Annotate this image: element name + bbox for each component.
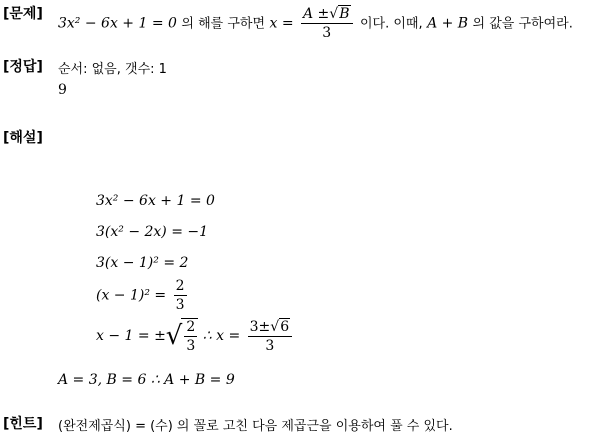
problem-text-2: 이다. 이때,	[359, 16, 423, 32]
solution-step-2: 3(x² − 2x) = −1	[96, 224, 209, 240]
problem-text-1: 의 해를 구하면	[181, 16, 266, 32]
solution-fraction-num: 2	[175, 278, 185, 294]
solution-fraction-den: 3	[175, 297, 185, 313]
solution-step-3: 3(x − 1)² = 2	[96, 255, 189, 271]
hint-label: [힌트]	[3, 416, 43, 432]
problem-x-equals: x =	[269, 15, 294, 32]
solution-conclusion: A = 3, B = 6 ∴ A + B = 9	[58, 372, 235, 388]
problem-text-3: 의 값을 구하여라.	[472, 16, 573, 32]
solution-step-4	[96, 278, 190, 313]
problem-statement	[58, 6, 573, 41]
solution-x-rad: 6	[280, 318, 290, 335]
solution-step-4-fraction	[174, 278, 187, 313]
solution-step-5	[96, 318, 295, 354]
problem-equation: 3x² − 6x + 1 = 0	[58, 15, 177, 32]
problem-denominator: 3	[322, 25, 332, 41]
answer-label: [정답]	[3, 59, 43, 75]
solution-x-den: 3	[265, 337, 275, 354]
answer-line: 순서: 없음, 갯수: 1	[58, 62, 167, 77]
problem-radicand: B	[339, 6, 350, 22]
solution-label: [해설]	[3, 130, 43, 146]
solution-therefore: ∴ x =	[202, 328, 241, 344]
solution-x-fraction: $\frac{3\pm√6}{3}$	[248, 319, 292, 354]
solution-root-den: 3	[186, 338, 196, 354]
hint-text: (완전제곱식) = (수) 의 꼴로 고친 다음 제곱근을 이용하여 풀 수 있다.	[58, 419, 453, 434]
problem-sum: A + B	[427, 15, 469, 32]
solution-root: √ $\frac{2}{3}$	[166, 318, 199, 354]
problem-label: [문제]	[3, 6, 43, 22]
solution-step-5-lhs: x − 1 = ±	[96, 328, 166, 344]
solution-step-4-lhs: (x − 1)² =	[96, 287, 167, 304]
solution-x-num: 3±	[249, 318, 271, 335]
problem-fraction: $\frac{A \pm√B}{3}$	[301, 6, 353, 41]
problem-numerator: A ±	[303, 6, 330, 22]
solution-step-1: 3x² − 6x + 1 = 0	[96, 193, 215, 209]
solution-root-num: 2	[186, 319, 196, 335]
answer-value: 9	[58, 82, 67, 98]
